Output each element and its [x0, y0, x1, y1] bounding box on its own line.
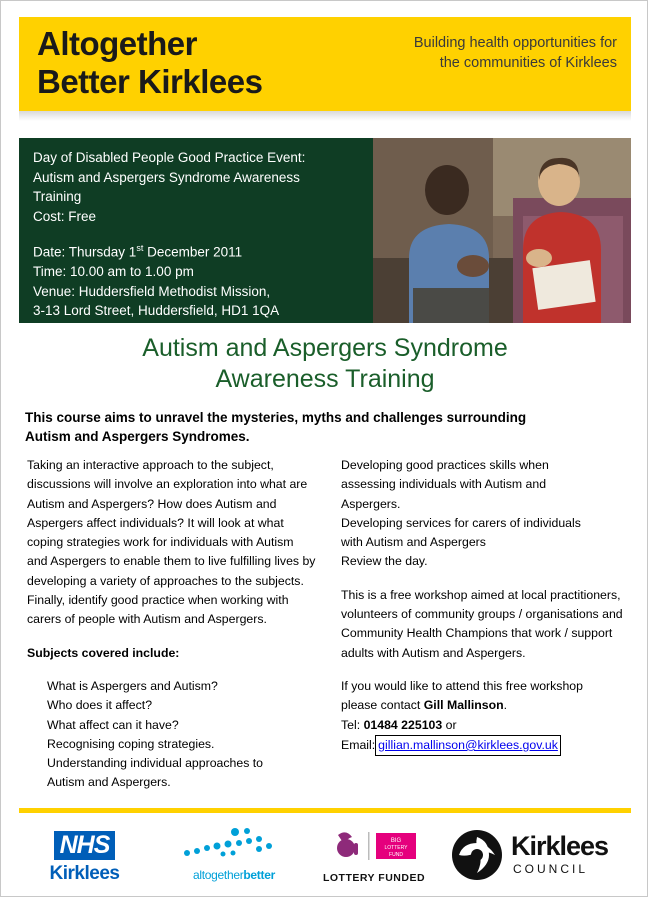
- dots-icon: [175, 827, 293, 861]
- strapline-line1: Building health opportunities for: [413, 35, 617, 51]
- list-item: Understanding individual approaches to: [47, 756, 264, 771]
- lottery-funded-text: LOTTERY FUNDED: [322, 872, 426, 884]
- list-item: Who does it affect?: [47, 698, 153, 713]
- nhs-locality: Kirklees: [49, 863, 120, 884]
- kirklees-emblem-icon: [451, 829, 503, 881]
- svg-text:BIG: BIG: [390, 838, 402, 844]
- event-date-ordinal: st: [136, 243, 144, 253]
- photo-illustration: [373, 138, 631, 323]
- list-item: Autism and Aspergers.: [47, 775, 171, 790]
- organisation-title-line2: Better Kirklees: [37, 63, 263, 100]
- right-column: [341, 456, 626, 756]
- email-label: Email:: [341, 737, 376, 752]
- strapline-line2: the communities of Kirklees: [439, 55, 617, 71]
- event-date: [33, 239, 353, 262]
- event-photo: [373, 138, 631, 323]
- list-item: What affect can it have?: [47, 717, 179, 732]
- contact-name: Gill Mallinson: [423, 698, 504, 713]
- contact-intro-end: .: [503, 698, 508, 713]
- altogether-word: altogether: [193, 868, 244, 882]
- contact-block: [341, 677, 626, 756]
- event-date-rest: December 2011: [143, 244, 243, 260]
- event-date-label: Date: Thursday 1: [33, 244, 137, 260]
- telephone-label: Tel:: [341, 717, 364, 732]
- event-venue-line2: 3-13 Lord Street, Huddersfield, HD1 1QA: [33, 303, 280, 318]
- telephone-suffix: or: [442, 717, 457, 732]
- altogether-better-logo: [169, 827, 299, 882]
- altogether-better-wordmark: [169, 868, 299, 882]
- contact-intro-line2: please contact: [341, 698, 424, 713]
- email-link[interactable]: gillian.mallinson@kirklees.gov.uk: [375, 735, 561, 756]
- event-cost: Cost: Free: [33, 208, 97, 224]
- event-details-text: [33, 148, 353, 321]
- organisation-title-line1: Altogether: [37, 25, 197, 62]
- nhs-logo: [37, 831, 132, 885]
- subjects-heading: Subjects covered include:: [27, 645, 180, 660]
- course-intro-line1: This course aims to unravel the mysteries, myths and challenges surrounding: [25, 410, 527, 425]
- header-banner: [19, 17, 631, 111]
- event-heading-line3: Training: [33, 189, 82, 204]
- event-time: Time: 10.00 am to 1.00 pm: [33, 264, 194, 279]
- event-venue-line1: Venue: Huddersfield Methodist Mission,: [33, 283, 271, 299]
- council-wordmark: COUNCIL: [513, 862, 589, 876]
- big-lottery-fund-icon: [320, 829, 428, 863]
- list-item: assessing individuals with Autism and: [341, 477, 547, 492]
- page-title: [19, 333, 631, 395]
- kirklees-wordmark: Kirklees: [511, 831, 609, 861]
- nhs-wordmark: NHS: [54, 831, 116, 860]
- list-item: Aspergers.: [341, 496, 401, 511]
- page-title-line1: Autism and Aspergers Syndrome: [142, 334, 508, 362]
- subjects-list: [27, 677, 317, 793]
- course-intro-line2: Autism and Aspergers Syndromes.: [25, 429, 250, 444]
- event-details-block: [19, 138, 631, 323]
- left-column: [27, 456, 317, 793]
- list-item: Developing services for carers of individuals: [341, 515, 581, 530]
- list-item: What is Aspergers and Autism?: [47, 678, 218, 693]
- banner-shadow: [19, 111, 631, 121]
- lottery-funded-logo: [319, 829, 429, 884]
- svg-text:LOTTERY: LOTTERY: [384, 845, 408, 851]
- page-title-line2: Awareness Training: [215, 365, 435, 393]
- event-logistics-group: [33, 239, 353, 321]
- footer-logos: [19, 813, 631, 897]
- course-description: Taking an interactive approach to the subject, discussions will involve an exploration into what are Autism and Aspergers? How does Autism and Aspergers affect individuals? It will look at what coping strategies work for individuals with Autism and Aspergers to enable them to live fulfilling lives by developing a variety of approaches to the subjects. Finally, identify good practice when working with carers of people with Autism and Aspergers.: [27, 458, 316, 627]
- outcomes-list: [341, 456, 626, 572]
- event-heading-group: [33, 148, 353, 226]
- course-intro: [25, 408, 625, 446]
- contact-intro-line1: If you would like to attend this free workshop: [341, 678, 583, 693]
- list-item: with Autism and Aspergers: [341, 535, 486, 550]
- strapline: [357, 33, 617, 73]
- list-item: Review the day.: [341, 554, 428, 569]
- telephone-number: 01484 225103: [363, 717, 443, 732]
- event-heading-line2: Autism and Aspergers Syndrome Awareness: [33, 169, 300, 185]
- workshop-audience-paragraph: This is a free workshop aimed at local practitioners, volunteers of community groups / organisations and Community Health Champions that work / support adults with Autism and Aspergers.: [341, 587, 623, 660]
- list-item: Recognising coping strategies.: [47, 736, 215, 751]
- organisation-title: [37, 25, 377, 101]
- event-heading-line1: Day of Disabled People Good Practice Event:: [33, 150, 306, 165]
- svg-text:FUND: FUND: [389, 852, 403, 858]
- list-item: Developing good practices skills when: [341, 458, 549, 472]
- better-word: better: [243, 868, 275, 882]
